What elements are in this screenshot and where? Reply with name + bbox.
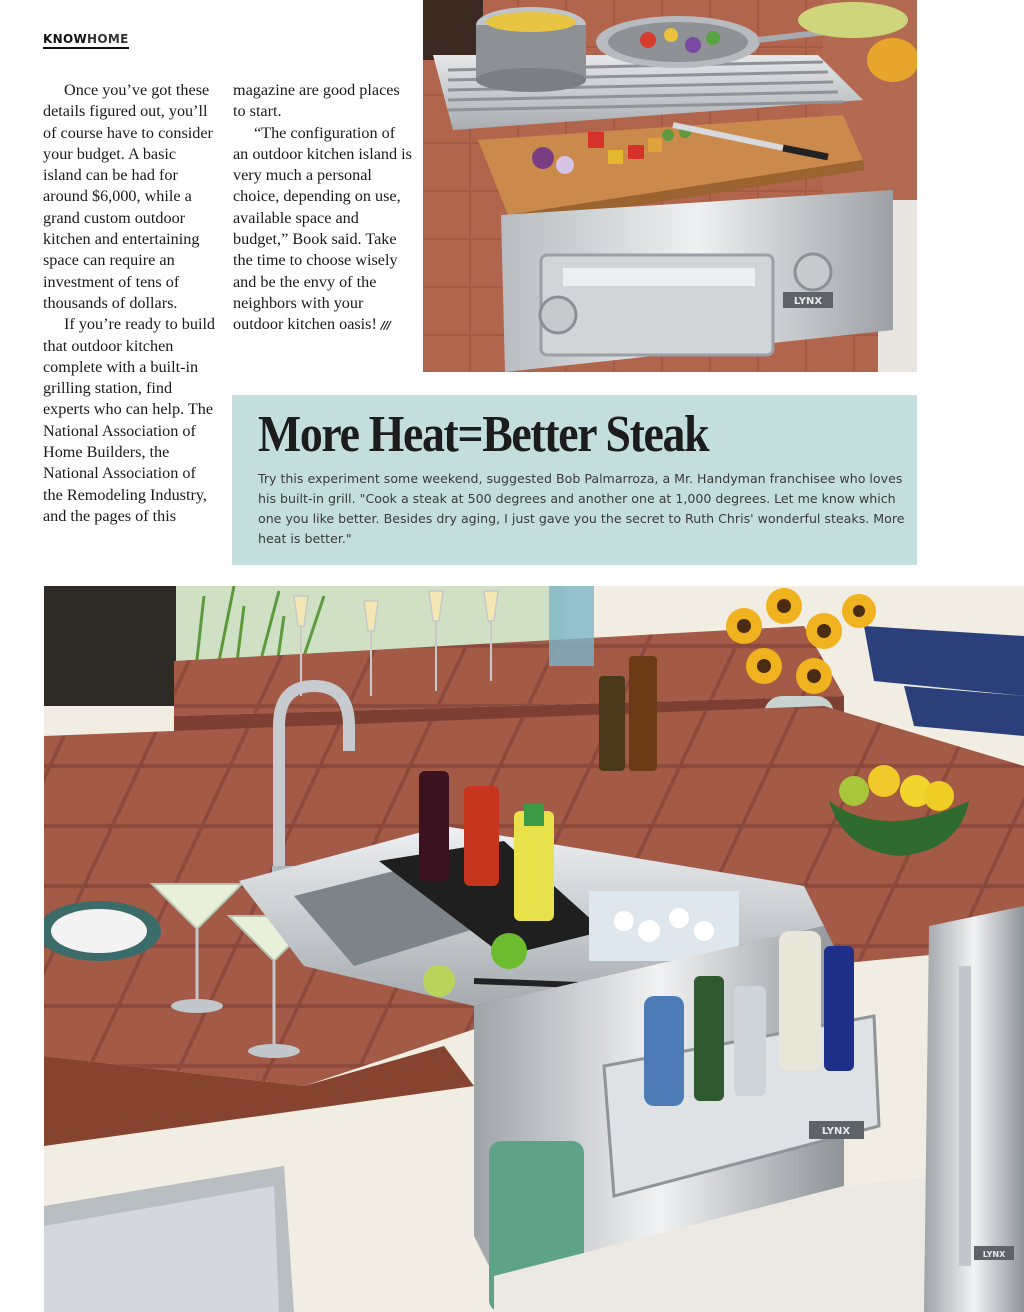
sidebar-box bbox=[232, 395, 917, 565]
fridge-brand-label: LYNX bbox=[982, 1250, 1006, 1259]
article-column-1 bbox=[43, 80, 218, 527]
grill-brand-label: LYNX bbox=[793, 296, 823, 307]
sidebar-body: Try this experiment some weekend, suggested Bob Palmarroza, a Mr. Handyman franchisee who loves his built-in grill. "Cook a steak at 500 degrees and another one at 1,000 degrees. Let me know which one you like better. Besides dry aging, I just gave you the secret to Ruth Chris' wonderful steaks. More heat is better." bbox=[258, 471, 905, 546]
grill-station-illustration bbox=[423, 0, 917, 372]
article-closing-text: “The configuration of an outdoor kitchen island is very much a personal choice, depending on use, available space and budget,” Book said. Take the time to choose wisely and be the envy of the neighbors with your outdoor kitchen oasis! bbox=[233, 123, 412, 334]
photo-grill-station bbox=[423, 0, 917, 372]
bar-brand-label: LYNX bbox=[821, 1126, 851, 1137]
article-paragraph: magazine are good places to start. bbox=[233, 81, 400, 121]
section-label-bold: KNOW bbox=[43, 32, 87, 46]
sidebar-title: More Heat=Better Steak bbox=[258, 406, 709, 463]
article-paragraph: Once you’ve got these details figured out, you’ll of course have to consider your budget. A basic island can be had for around $6,000, while a grand custom outdoor kitchen and entertaining space can require an investment of tens of thousands of dollars. bbox=[43, 81, 213, 312]
article-paragraph: If you’re ready to build that outdoor kitchen complete with a built-in grilling station, find experts who can help. The National Association of Home Builders, the National Association of the Remodeling Industry, and the pages of this bbox=[43, 315, 216, 525]
end-mark-icon: /// bbox=[380, 319, 390, 333]
photo-outdoor-bar bbox=[44, 586, 1024, 1312]
outdoor-bar-illustration bbox=[44, 586, 1024, 1312]
section-label bbox=[43, 32, 129, 49]
article-paragraph bbox=[233, 123, 413, 337]
article-column-2 bbox=[233, 80, 413, 337]
section-label-rest: HOME bbox=[86, 32, 129, 46]
